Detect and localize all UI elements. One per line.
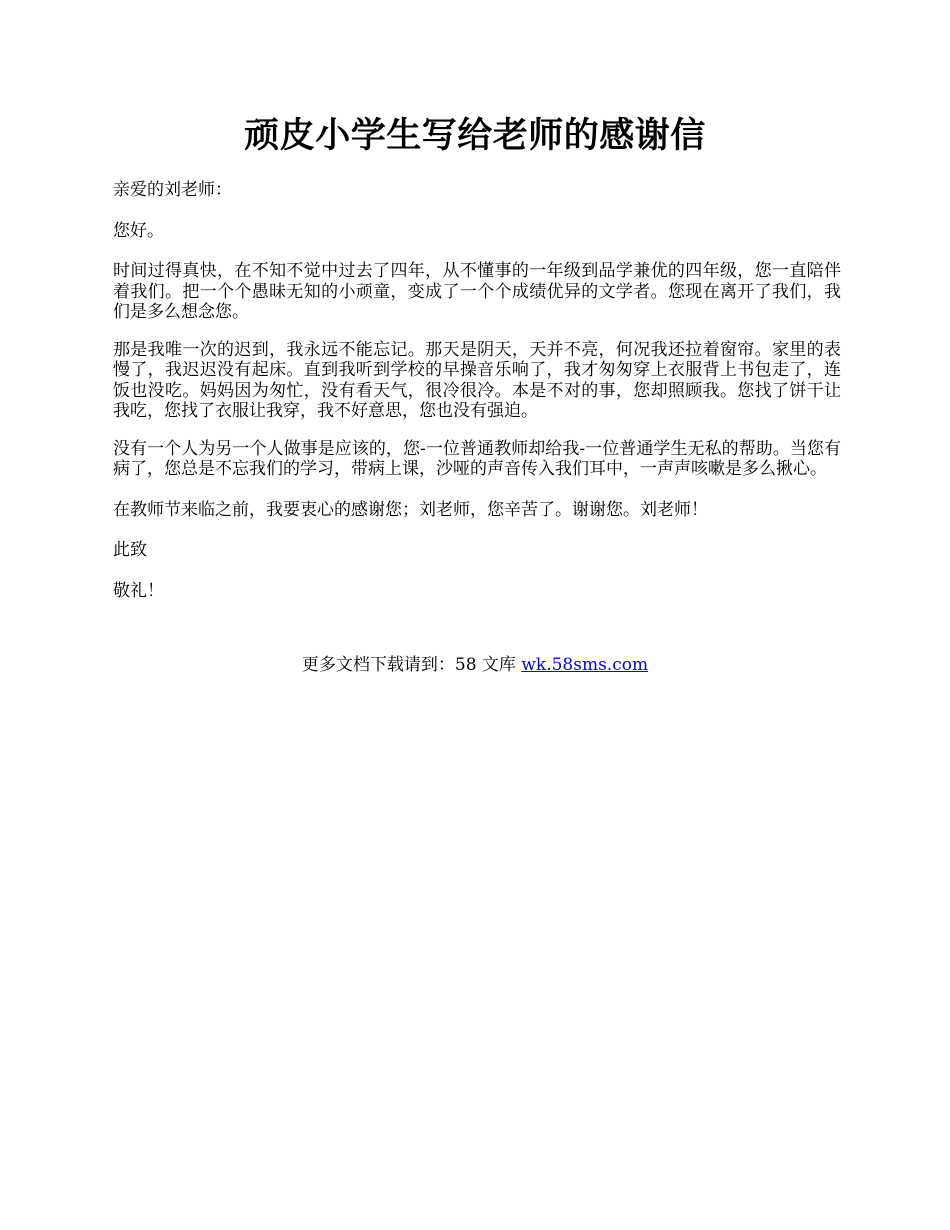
paragraph-2: 那是我唯一次的迟到，我永远不能忘记。那天是阴天，天并不亮，何况我还拉着窗帘。家里的表慢了，我迟迟没有起床。直到我听到学校的早操音乐响了，我才匆匆穿上衣服背上书包走了，连饭也没吃。妈妈因为匆忙，没有看天气，很冷很冷。本是不对的事，您却照顾我。您找了饼干让我吃，您找了衣服让我穿，我不好意思，您也没有强迫。 [113, 339, 841, 421]
paragraph-4: 在教师节来临之前，我要衷心的感谢您；刘老师，您辛苦了。谢谢您。刘老师！ [113, 499, 708, 520]
paragraph-1: 时间过得真快，在不知不觉中过去了四年，从不懂事的一年级到品学兼优的四年级，您一直陪伴着我们。把一个个愚昧无知的小顽童，变成了一个个成绩优异的文学者。您现在离开了我们，我们是多么想念您。 [113, 261, 841, 322]
download-footer [0, 654, 950, 676]
closing-jingli: 敬礼！ [113, 580, 164, 601]
document-title: 顽皮小学生写给老师的感谢信 [244, 115, 706, 156]
closing-cizhi: 此致 [113, 540, 147, 560]
paragraph-3: 没有一个人为另一个人做事是应该的，您-一位普通教师却给我-一位普通学生无私的帮助。当您有病了，您总是不忘我们的学习，带病上课，沙哑的声音传入我们耳中，一声声咳嗽是多么揪心。 [113, 438, 841, 479]
letter-body [113, 180, 841, 621]
greeting: 您好。 [113, 220, 164, 241]
footer-text: 更多文档下载请到：58 文库 [301, 655, 522, 675]
footer-link[interactable]: wk.58sms.com [521, 655, 649, 675]
salutation: 亲爱的刘老师： [113, 180, 232, 200]
